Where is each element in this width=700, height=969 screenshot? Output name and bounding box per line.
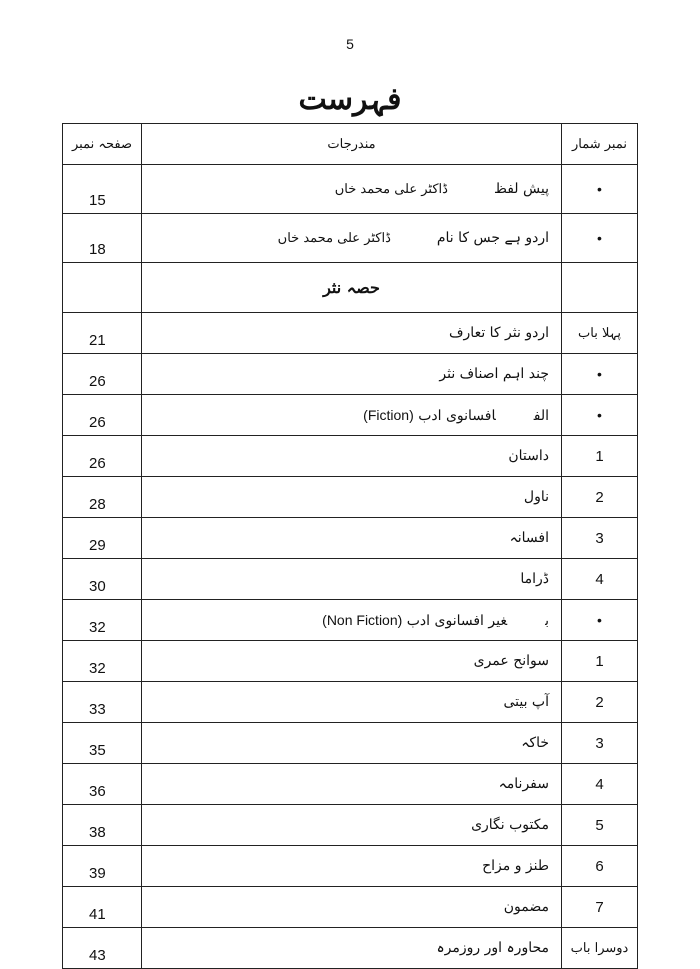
table-row	[63, 928, 638, 969]
row-page: 43	[63, 928, 142, 969]
entry-title: افسانوی ادب	[418, 407, 496, 424]
row-page: 32	[63, 600, 142, 641]
row-serial: 6	[562, 846, 638, 887]
row-page: 35	[63, 723, 142, 764]
table-row	[63, 887, 638, 928]
row-serial: •	[562, 600, 638, 641]
row-serial: 3	[562, 723, 638, 764]
table-row	[63, 436, 638, 477]
sub-letter: ب	[545, 612, 549, 629]
row-content: ڈراما	[142, 559, 562, 600]
entry-title: غیر افسانوی ادب	[406, 612, 508, 629]
row-page: 41	[63, 887, 142, 928]
entry-title: پیش لفظ	[493, 181, 549, 197]
row-content: افسانہ	[142, 518, 562, 559]
row-serial: 2	[562, 682, 638, 723]
table-row	[63, 764, 638, 805]
row-serial: •	[562, 214, 638, 263]
row-serial: 1	[562, 436, 638, 477]
section-heading: حصہ نثر	[142, 263, 562, 313]
header-serial-number: نمبر شمار	[562, 124, 638, 165]
row-page: 26	[63, 354, 142, 395]
table-row	[63, 214, 638, 263]
row-serial: 7	[562, 887, 638, 928]
row-page: 15	[63, 165, 142, 214]
row-serial: 5	[562, 805, 638, 846]
entry-author: ڈاکٹر علی محمد خاں	[277, 230, 391, 246]
row-page: 32	[63, 641, 142, 682]
table-row	[63, 682, 638, 723]
row-serial	[562, 263, 638, 313]
row-serial: 2	[562, 477, 638, 518]
table-row	[63, 354, 638, 395]
entry-author: ڈاکٹر علی محمد خاں	[334, 181, 448, 197]
table-row	[63, 165, 638, 214]
table-of-contents	[62, 123, 638, 969]
chapter-label: پہلا باب	[562, 313, 638, 354]
chapter-label: دوسرا باب	[562, 928, 638, 969]
table-row	[63, 805, 638, 846]
latin-term: (Non Fiction)	[322, 611, 403, 628]
row-content: مضمون	[142, 887, 562, 928]
row-content: مکتوب نگاری	[142, 805, 562, 846]
row-serial: •	[562, 354, 638, 395]
toc-title: فہرست	[298, 82, 402, 117]
row-serial: •	[562, 165, 638, 214]
table-row	[63, 313, 638, 354]
row-content	[142, 395, 562, 436]
row-content: سفرنامہ	[142, 764, 562, 805]
row-serial: 3	[562, 518, 638, 559]
row-serial: 4	[562, 559, 638, 600]
row-page: 21	[63, 313, 142, 354]
row-page: 30	[63, 559, 142, 600]
row-content: محاورہ اور روزمرہ	[142, 928, 562, 969]
row-content	[142, 214, 562, 263]
page-number: 5	[346, 36, 354, 52]
table-row	[63, 518, 638, 559]
row-content: آپ بیتی	[142, 682, 562, 723]
latin-term: (Fiction)	[363, 406, 414, 423]
table-row	[63, 559, 638, 600]
row-page: 38	[63, 805, 142, 846]
row-page: 26	[63, 436, 142, 477]
row-page: 28	[63, 477, 142, 518]
row-page: 33	[63, 682, 142, 723]
row-page: 39	[63, 846, 142, 887]
table-row	[63, 477, 638, 518]
row-serial: 1	[562, 641, 638, 682]
table-row	[63, 846, 638, 887]
row-content: طنز و مزاح	[142, 846, 562, 887]
row-content: خاکہ	[142, 723, 562, 764]
row-page: 26	[63, 395, 142, 436]
row-content: چند اہم اصناف نثر	[142, 354, 562, 395]
header-page-number: صفحہ نمبر	[63, 124, 142, 165]
section-row	[63, 263, 638, 313]
header-contents: مندرجات	[142, 124, 562, 165]
table-row	[63, 600, 638, 641]
row-content: اردو نثر کا تعارف	[142, 313, 562, 354]
table-row	[63, 395, 638, 436]
row-serial: 4	[562, 764, 638, 805]
table-row	[63, 723, 638, 764]
row-content: داستان	[142, 436, 562, 477]
row-serial: •	[562, 395, 638, 436]
row-content	[142, 600, 562, 641]
row-page: 18	[63, 214, 142, 263]
row-content: سوانح عمری	[142, 641, 562, 682]
row-page	[63, 263, 142, 313]
table-row	[63, 641, 638, 682]
row-page: 29	[63, 518, 142, 559]
entry-title: اردو ہے جس کا نام	[436, 230, 549, 246]
row-content: ناول	[142, 477, 562, 518]
row-page: 36	[63, 764, 142, 805]
sub-letter: الف	[533, 407, 549, 424]
row-content	[142, 165, 562, 214]
